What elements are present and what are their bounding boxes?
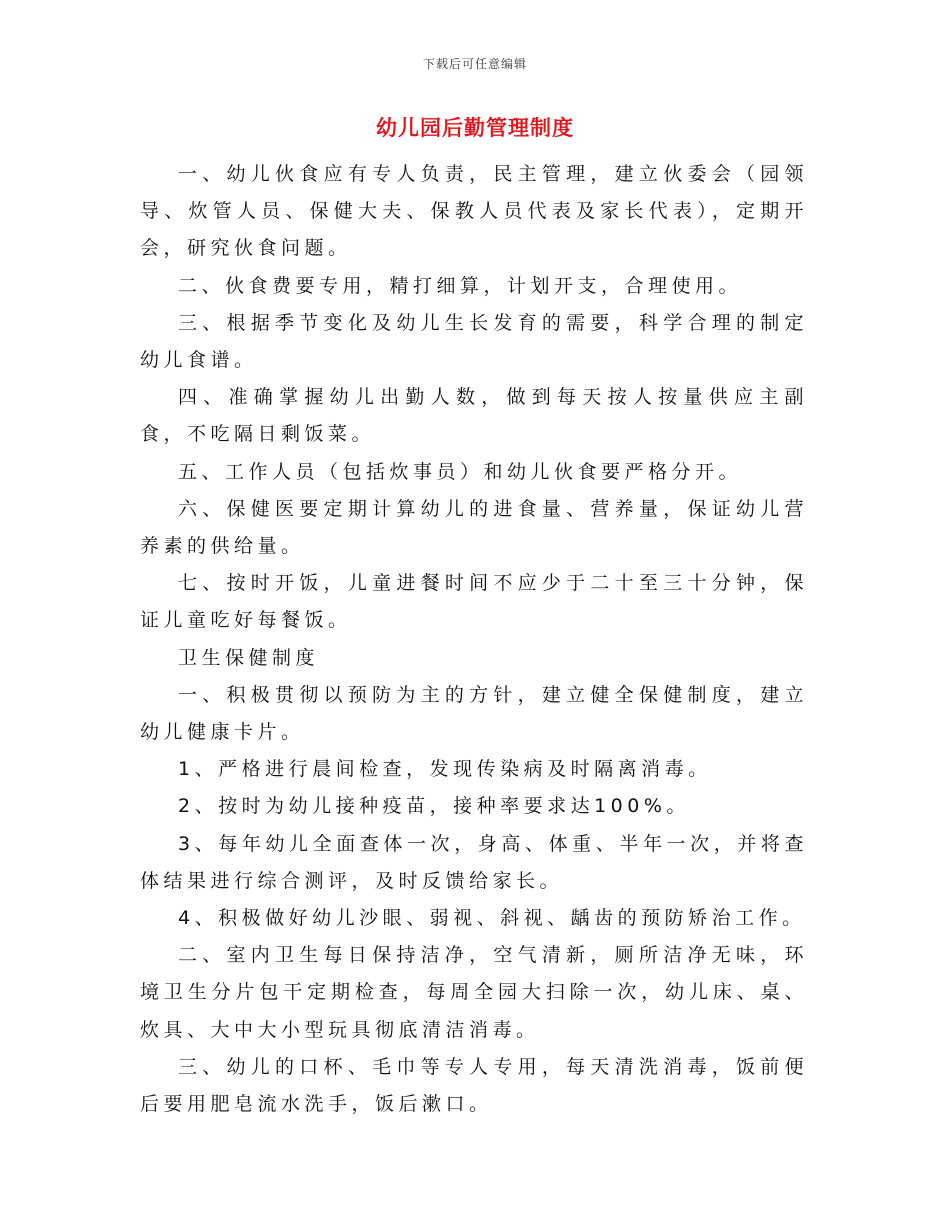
paragraph: 2、按时为幼儿接种疫苗，接种率要求达100%。 — [178, 795, 690, 818]
paragraph: 三、幼儿的口杯、毛巾等专人专用，每天清洗消毒，饭前便后要用肥皂流水洗手，饭后漱口。 — [140, 1055, 808, 1116]
paragraph: 4、积极做好幼儿沙眼、弱视、斜视、龋齿的预防矫治工作。 — [178, 907, 806, 930]
paragraph: 七、按时开饭，儿童进餐时间不应少于二十至三十分钟，保证儿童吃好每餐饭。 — [140, 572, 808, 632]
paragraph: 3、每年幼儿全面查体一次，身高、体重、半年一次，并将查体结果进行综合测评，及时反馈给家长。 — [140, 832, 808, 892]
paragraph: 二、伙食费要专用，精打细算，计划开支，合理使用。 — [178, 274, 743, 297]
paragraph: 五、工作人员（包括炊事员）和幼儿伙食要严格分开。 — [178, 460, 743, 483]
paragraph: 四、准确掌握幼儿出勤人数，做到每天按人按量供应主副食，不吃隔日剩饭菜。 — [140, 386, 808, 446]
paragraph: 一、幼儿伙食应有专人负责，民主管理，建立伙委会（园领导、炊管人员、保健大夫、保教人员代表及家长代表），定期开会，研究伙食问题。 — [140, 163, 808, 260]
paragraph: 六、保健医要定期计算幼儿的进食量、营养量，保证幼儿营养素的供给量。 — [140, 497, 808, 558]
paragraph: 1、严格进行晨间检查，发现传染病及时隔离消毒。 — [178, 758, 712, 781]
paragraph: 二、室内卫生每日保持洁净，空气清新，厕所洁净无味，环境卫生分片包干定期检查，每周全园大扫除一次，幼儿床、桌、炊具、大中大小型玩具彻底清洁消毒。 — [140, 944, 808, 1041]
page-header-note: 下载后可任意编辑 — [422, 57, 527, 71]
section-heading: 卫生保健制度 — [178, 646, 320, 669]
paragraph: 三、根据季节变化及幼儿生长发育的需要，科学合理的制定幼儿食谱。 — [140, 311, 808, 372]
paragraph: 一、积极贯彻以预防为主的方针，建立健全保健制度，建立幼儿健康卡片。 — [140, 683, 808, 744]
document-body — [140, 156, 808, 1123]
document-title: 幼儿园后勤管理制度 — [376, 116, 574, 140]
